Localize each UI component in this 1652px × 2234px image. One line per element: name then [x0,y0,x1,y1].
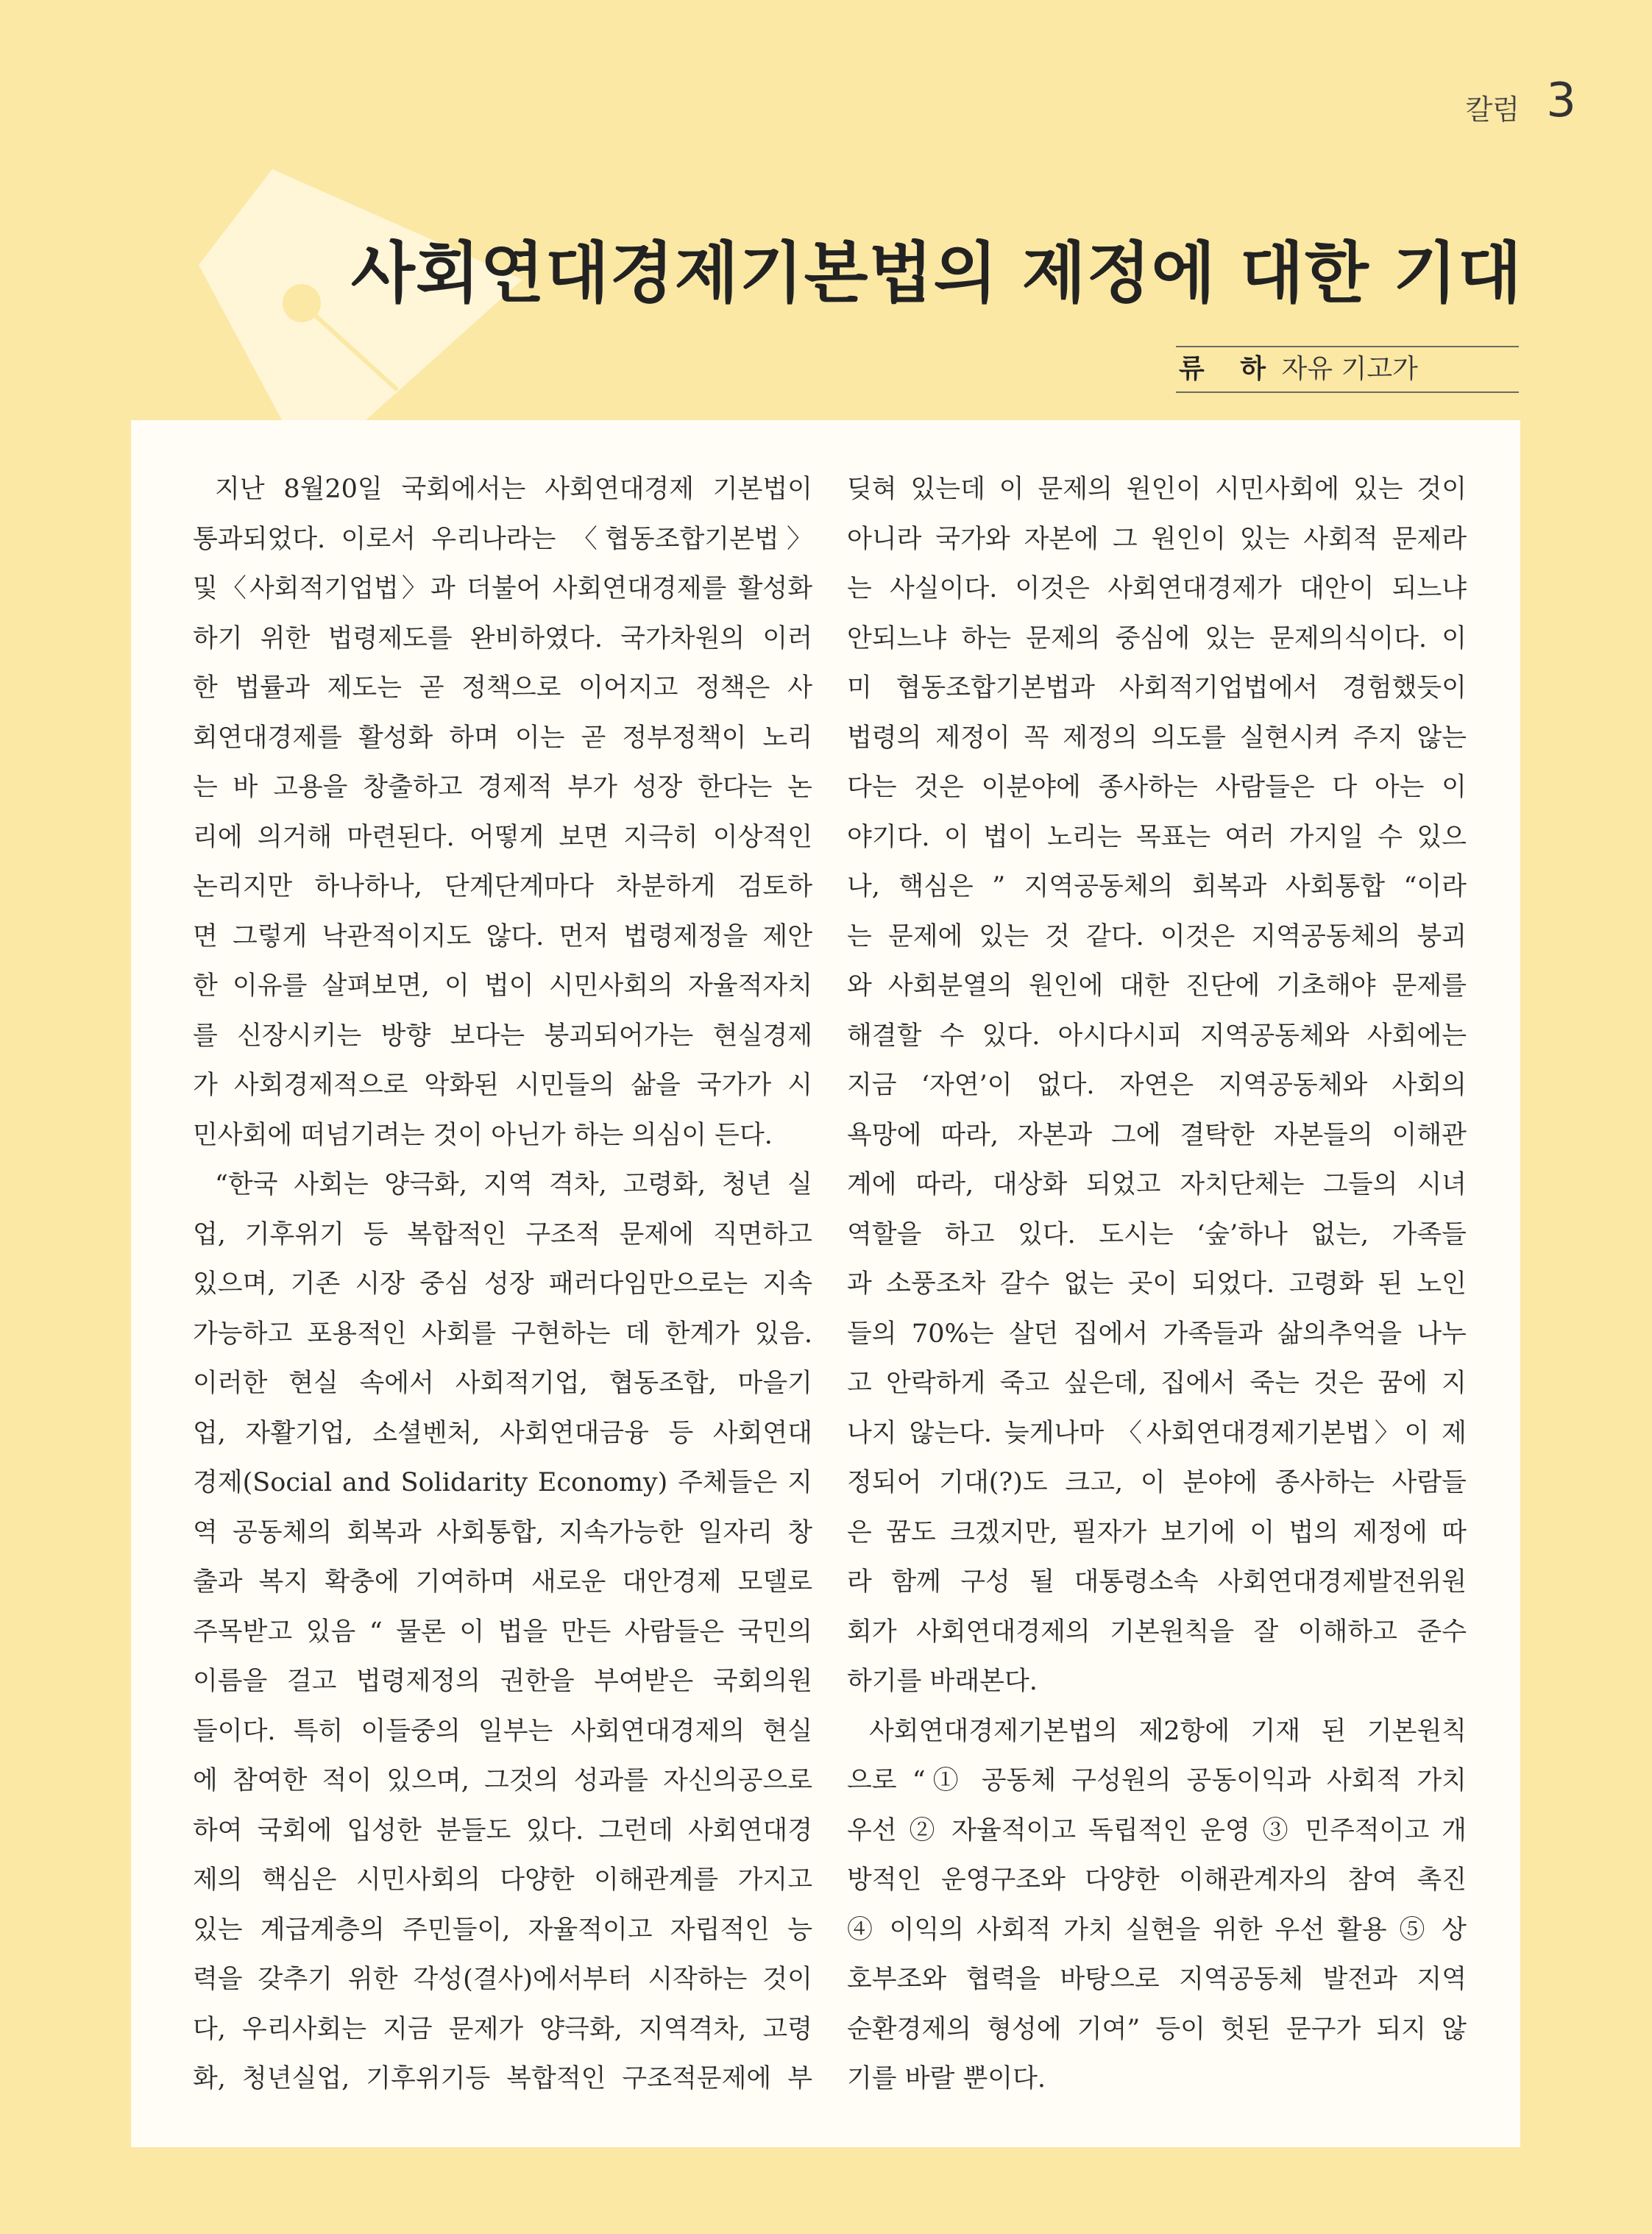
text-line: 우선 ② 자율적이고 독립적인 운영 ③ 민주적이고 개 [847,1815,1467,1845]
text-line: 회연대경제를 활성화 하며 이는 곧 정부정책이 노리 [193,723,812,753]
text-line: 법령의 제정이 꼭 제정의 의도를 실현시켜 주지 않는 [847,723,1467,753]
text-line: 해결할 수 있다. 아시다시피 지역공동체와 사회에는 [847,1021,1467,1051]
text-line: 딪혀 있는데 이 문제의 원인이 시민사회에 있는 것이 [847,475,1467,504]
byline [1176,346,1519,393]
text-line: 사회연대경제기본법의 제2항에 기재 된 기본원칙 [869,1716,1467,1746]
text-line: 미 협동조합기본법과 사회적기업법에서 경험했듯이 [847,673,1467,703]
text-line: 들의 70%는 살던 집에서 가족들과 삶의추억을 나누 [847,1319,1467,1349]
text-line: 한 이유를 살펴보면, 이 법이 시민사회의 자율적자치 [193,971,812,1001]
text-line: 업, 기후위기 등 복합적인 구조적 문제에 직면하고 [193,1219,812,1249]
text-line: 가 사회경제적으로 악화된 시민들의 삶을 국가가 시 [193,1071,812,1100]
text-line: 다는 것은 이분야에 종사하는 사람들은 다 아는 이 [847,773,1467,802]
text-line: 주목받고 있음 “ 물론 이 법을 만든 사람들은 국민의 [193,1617,812,1647]
author-role: 자유 기고가 [1281,354,1418,384]
text-line: 제의 핵심은 시민사회의 다양한 이해관계를 가지고 [193,1865,812,1895]
text-line: 지금 ‘자연’이 없다. 자연은 지역공동체와 사회의 [847,1071,1467,1100]
text-line: 이러한 현실 속에서 사회적기업, 협동조합, 마을기 [193,1369,812,1398]
text-line: 있는 계급계층의 주민들이, 자율적이고 자립적인 능 [193,1915,812,1945]
text-line: 들이다. 특히 이들중의 일부는 사회연대경제의 현실 [193,1716,812,1746]
page-number: 3 [1546,74,1576,128]
text-line: 한 법률과 제도는 곧 정책으로 이어지고 정책은 사 [193,673,812,703]
text-line: ④ 이익의 사회적 가치 실현을 위한 우선 활용 ⑤ 상 [847,1915,1467,1945]
text-line: 화, 청년실업, 기후위기등 복합적인 구조적문제에 부 [193,2064,812,2093]
text-line: 업, 자활기업, 소셜벤처, 사회연대금융 등 사회연대 [193,1418,812,1448]
text-line: 은 꿈도 크겠지만, 필자가 보기에 이 법의 제정에 따 [847,1517,1467,1547]
text-line: 논리지만 하나하나, 단계단계마다 차분하게 검토하 [193,872,812,901]
text-line: 하여 국회에 입성한 분들도 있다. 그런데 사회연대경 [193,1815,812,1845]
article-column-left [193,465,812,2104]
text-line: 력을 갖추기 위한 각성(결사)에서부터 시작하는 것이 [193,1965,812,1994]
text-line: 다, 우리사회는 지금 문제가 양극화, 지역격차, 고령 [193,2014,812,2044]
text-line: 정되어 기대(?)도 크고, 이 분야에 종사하는 사람들 [847,1468,1467,1497]
text-line: 과 소풍조차 갈수 없는 곳이 되었다. 고령화 된 노인 [847,1269,1467,1299]
text-line: 안되느냐 하는 문제의 중심에 있는 문제의식이다. 이 [847,623,1467,653]
text-line: 지난 8월20일 국회에서는 사회연대경제 기본법이 [215,475,812,504]
article-column-right [847,465,1467,2104]
text-line: 를 신장시키는 방향 보다는 붕괴되어가는 현실경제 [193,1021,812,1051]
text-line: 리에 의거해 마련된다. 어떻게 보면 지극히 이상적인 [193,822,812,852]
text-line: 나, 핵심은 ” 지역공동체의 회복과 사회통합 “이라 [847,872,1467,901]
text-line: 역할을 하고 있다. 도시는 ‘숲’하나 없는, 가족들 [847,1219,1467,1249]
text-line: 라 함께 구성 될 대통령소속 사회연대경제발전위원 [847,1567,1467,1597]
text-line: 호부조와 협력을 바탕으로 지역공동체 발전과 지역 [847,1965,1467,1994]
text-line: “한국 사회는 양극화, 지역 격차, 고령화, 청년 실 [215,1170,812,1199]
text-line: 면 그렇게 낙관적이지도 않다. 먼저 법령제정을 제안 [193,921,812,951]
text-line: 는 문제에 있는 것 같다. 이것은 지역공동체의 붕괴 [847,921,1467,951]
text-line: 고 안락하게 죽고 싶은데, 집에서 죽는 것은 꿈에 지 [847,1369,1467,1398]
text-line: 회가 사회연대경제의 기본원칙을 잘 이해하고 준수 [847,1617,1467,1647]
text-line: 가능하고 포용적인 사회를 구현하는 데 한계가 있음. [193,1319,812,1349]
author-name: 류 하 [1179,354,1280,384]
text-line: 역 공동체의 회복과 사회통합, 지속가능한 일자리 창 [193,1517,812,1547]
text-line: 으로 “① 공동체 구성원의 공동이익과 사회적 가치 [847,1766,1467,1795]
text-line: 통과되었다. 이로서 우리나라는 〈협동조합기본법〉 [193,524,812,554]
text-line: 하기를 바래본다. [847,1667,1038,1696]
text-line: 와 사회분열의 원인에 대한 진단에 기초해야 문제를 [847,971,1467,1001]
text-line: 민사회에 떠넘기려는 것이 아닌가 하는 의심이 든다. [193,1120,773,1150]
text-line: 야기다. 이 법이 노리는 목표는 여러 가지일 수 있으 [847,822,1467,852]
text-line: 방적인 운영구조와 다양한 이해관계자의 참여 촉진 [847,1865,1467,1895]
text-line: 순환경제의 형성에 기여” 등이 헛된 문구가 되지 않 [847,2014,1467,2044]
text-line: 이름을 걸고 법령제정의 권한을 부여받은 국회의원 [193,1667,812,1696]
text-line: 기를 바랄 뿐이다. [847,2064,1046,2093]
text-line: 출과 복지 확충에 기여하며 새로운 대안경제 모델로 [193,1567,812,1597]
text-line: 아니라 국가와 자본에 그 원인이 있는 사회적 문제라 [847,524,1467,554]
text-line: 및〈사회적기업법〉과 더불어 사회연대경제를 활성화 [193,574,812,603]
text-line: 경제(Social and Solidarity Economy) 주체들은 지 [193,1468,812,1497]
section-label: 칼럼 [1465,93,1520,126]
text-line: 나지 않는다. 늦게나마 〈사회연대경제기본법〉이 제 [847,1418,1467,1448]
text-line: 는 바 고용을 창출하고 경제적 부가 성장 한다는 논 [193,773,812,802]
text-line: 에 참여한 적이 있으며, 그것의 성과를 자신의공으로 [193,1766,812,1795]
text-line: 있으며, 기존 시장 중심 성장 패러다임만으로는 지속 [193,1269,812,1299]
text-line: 계에 따라, 대상화 되었고 자치단체는 그들의 시녀 [847,1170,1467,1199]
text-line: 욕망에 따라, 자본과 그에 결탁한 자본들의 이해관 [847,1120,1467,1150]
text-line: 는 사실이다. 이것은 사회연대경제가 대안이 되느냐 [847,574,1467,603]
text-line: 하기 위한 법령제도를 완비하였다. 국가차원의 이러 [193,623,812,653]
article-title: 사회연대경제기본법의 제정에 대한 기대 [351,235,1522,312]
